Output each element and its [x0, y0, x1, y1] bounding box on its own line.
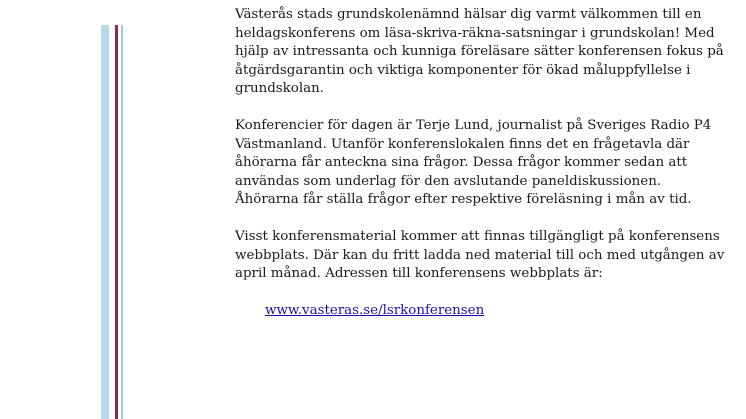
body-text [235, 6, 725, 321]
paragraph-welcome: Västerås stads grundskolenämnd hälsar dig varmt välkommen till en heldagskonferens om läsa-skriva-räkna-satsningar i grundskolan! Med hjälp av intressanta och kunniga föreläsare sätter konferensen fokus på åtgärdsgarantin och viktiga komponenter för ökad måluppfyllelse i grundskolan. [235, 7, 724, 96]
conference-website-link[interactable]: www.vasteras.se/lsrkonferensen [265, 303, 485, 318]
paragraph-host: Konferencier för dagen är Terje Lund, journalist på Sveriges Radio P4 Västmanland. Utanför konferenslokalen finns det en frågetavla där åhörarna får anteckna sina frågor. Dessa frågor kommer sedan att användas som underlag för den avslutande paneldiskussionen. Åhörarna får ställa frågor efter respektive föreläsning i mån av tid. [235, 118, 712, 207]
decorative-blue-line [121, 25, 123, 419]
paragraph-material: Visst konferensmaterial kommer att finnas tillgängligt på konferensens webbplats. Där kan du fritt ladda ned material till och med utgången av april månad. Adressen till konferensens webbplats är: [235, 229, 725, 281]
link-container [235, 302, 725, 321]
decorative-red-line [115, 25, 118, 419]
decorative-blue-bar [101, 25, 109, 419]
